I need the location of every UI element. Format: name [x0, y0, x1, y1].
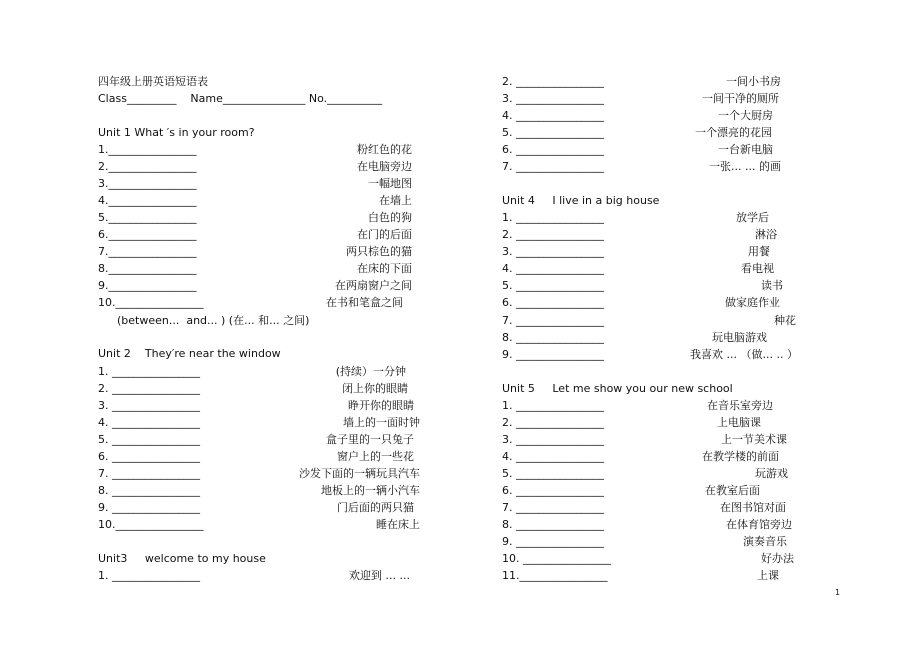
unit3-item-num: 5. ________________: [502, 126, 604, 139]
unit5-item-num: 1. ________________: [502, 399, 604, 412]
unit5-item-num: 2. ________________: [502, 416, 604, 429]
unit3-item-zh: 一张... ... 的画: [709, 160, 781, 173]
page-number: 1: [835, 588, 841, 597]
unit1-item-num: 10.________________: [98, 296, 204, 309]
unit5-item-num: 9. ________________: [502, 535, 604, 548]
unit3-item-num: 2. ________________: [502, 75, 604, 88]
unit3-item-zh: 一个大厨房: [718, 109, 773, 122]
unit4-item-num: 9. ________________: [502, 348, 604, 361]
unit3-item-num: 6. ________________: [502, 143, 604, 156]
unit3-item-num: 4. ________________: [502, 109, 604, 122]
unit5-item-num: 8. ________________: [502, 518, 604, 531]
unit5-item-zh: 在教学楼的前面: [702, 450, 779, 463]
unit1-item-zh: 在电脑旁边: [357, 160, 412, 173]
unit3-heading: Unit3 welcome to my house: [98, 552, 266, 565]
unit4-item-zh: 读书: [761, 279, 783, 292]
unit2-item-num: 9. ________________: [98, 501, 200, 514]
unit1-heading: Unit 1 What ′s in your room?: [98, 126, 255, 139]
unit1-item-num: 5.________________: [98, 211, 197, 224]
unit4-item-zh: 我喜欢 ... （做... .. ）: [690, 348, 798, 361]
unit5-item-zh: 在教室后面: [705, 484, 760, 497]
unit1-item-num: 6.________________: [98, 228, 197, 241]
unit5-item-num: 10. ________________: [502, 552, 611, 565]
unit1-item-zh: 两只棕色的猫: [346, 245, 412, 258]
unit4-item-zh: 淋浴: [755, 228, 777, 241]
unit5-item-zh: 好办法: [761, 552, 794, 565]
unit2-item-zh: 沙发下面的一辆玩具汽车: [299, 467, 420, 480]
unit4-item-zh: 种花: [774, 314, 796, 327]
unit1-item-num: 1.________________: [98, 143, 197, 156]
unit4-heading: Unit 4 I live in a big house: [502, 194, 660, 207]
unit4-item-num: 5. ________________: [502, 279, 604, 292]
unit2-item-num: 5. ________________: [98, 433, 200, 446]
unit1-item-num: 4.________________: [98, 194, 197, 207]
unit2-item-zh: 睡在床上: [376, 518, 420, 531]
unit5-item-zh: 在体育馆旁边: [726, 518, 792, 531]
unit2-item-num: 6. ________________: [98, 450, 200, 463]
unit4-item-num: 4. ________________: [502, 262, 604, 275]
unit5-item-zh: 在音乐室旁边: [707, 399, 773, 412]
unit5-item-num: 4. ________________: [502, 450, 604, 463]
unit4-item-num: 6. ________________: [502, 296, 604, 309]
page-title: 四年级上册英语短语表: [98, 75, 208, 88]
unit2-item-num: 1. ________________: [98, 365, 200, 378]
unit2-item-zh: 盒子里的一只兔子: [326, 433, 414, 446]
unit3-item-num: 3. ________________: [502, 92, 604, 105]
unit2-item-num: 3. ________________: [98, 399, 200, 412]
unit5-item-num: 7. ________________: [502, 501, 604, 514]
unit5-heading: Unit 5 Let me show you our new school: [502, 382, 733, 395]
unit5-item-zh: 演奏音乐: [743, 535, 787, 548]
unit5-item-zh: 在图书馆对面: [720, 501, 786, 514]
unit2-item-zh: 墙上的一面时钟: [343, 416, 420, 429]
unit2-item-num: 10.________________: [98, 518, 204, 531]
unit4-item-num: 8. ________________: [502, 331, 604, 344]
unit4-item-zh: 看电视: [741, 262, 774, 275]
unit1-item-zh: 在书和笔盒之间: [326, 296, 403, 309]
unit4-item-num: 2. ________________: [502, 228, 604, 241]
unit3-item-num: 7. ________________: [502, 160, 604, 173]
unit3-item-zh: 一台新电脑: [718, 143, 773, 156]
unit1-item-zh: 白色的狗: [368, 211, 412, 224]
unit5-item-num: 11.________________: [502, 569, 608, 582]
unit1-note: (between... and... ) (在... 和... 之间): [117, 314, 310, 327]
unit2-item-num: 2. ________________: [98, 382, 200, 395]
unit1-item-zh: 粉红色的花: [357, 143, 412, 156]
unit1-item-zh: 在门的后面: [357, 228, 412, 241]
unit3-item-zh: 一间干净的厕所: [702, 92, 779, 105]
unit1-item-num: 2.________________: [98, 160, 197, 173]
unit2-item-num: 8. ________________: [98, 484, 200, 497]
unit1-item-num: 8.________________: [98, 262, 197, 275]
unit2-item-zh: 地板上的一辆小汽车: [321, 484, 420, 497]
unit4-item-zh: 用餐: [748, 245, 770, 258]
unit5-item-num: 6. ________________: [502, 484, 604, 497]
unit1-item-zh: 在两扇窗户之间: [335, 279, 412, 292]
unit5-item-num: 5. ________________: [502, 467, 604, 480]
unit2-item-zh: 闭上你的眼睛: [342, 382, 408, 395]
unit5-item-num: 3. ________________: [502, 433, 604, 446]
unit4-item-zh: 放学后: [736, 211, 769, 224]
unit1-item-zh: 一幅地图: [368, 177, 412, 190]
unit4-item-num: 1. ________________: [502, 211, 604, 224]
unit5-item-zh: 上电脑课: [717, 416, 761, 429]
unit4-item-num: 7. ________________: [502, 314, 604, 327]
unit2-item-zh: (持续）一分钟: [335, 365, 406, 378]
unit3-item-zh: 一个漂亮的花园: [695, 126, 772, 139]
unit2-item-num: 4. ________________: [98, 416, 200, 429]
unit2-item-zh: 睁开你的眼睛: [348, 399, 414, 412]
unit3-item-zh: 一间小书房: [726, 75, 781, 88]
unit2-item-zh: 窗户上的一些花: [337, 450, 414, 463]
unit5-item-zh: 上一节美术课: [721, 433, 787, 446]
header-fields: Class_________ Name_______________ No.__________: [98, 92, 383, 105]
unit1-item-zh: 在墙上: [379, 194, 412, 207]
unit3-item-zh: 欢迎到 ... ...: [349, 569, 410, 582]
unit2-item-zh: 门后面的两只猫: [337, 501, 414, 514]
unit5-item-zh: 玩游戏: [755, 467, 788, 480]
unit2-heading: Unit 2 They′re near the window: [98, 347, 281, 360]
unit3-item-num: 1. ________________: [98, 569, 200, 582]
unit4-item-num: 3. ________________: [502, 245, 604, 258]
unit1-item-zh: 在床的下面: [357, 262, 412, 275]
unit1-item-num: 7.________________: [98, 245, 197, 258]
unit4-item-zh: 玩电脑游戏: [712, 331, 767, 344]
unit5-item-zh: 上课: [757, 569, 779, 582]
unit1-item-num: 3.________________: [98, 177, 197, 190]
unit1-item-num: 9.________________: [98, 279, 197, 292]
unit2-item-num: 7. ________________: [98, 467, 200, 480]
unit4-item-zh: 做家庭作业: [725, 296, 780, 309]
